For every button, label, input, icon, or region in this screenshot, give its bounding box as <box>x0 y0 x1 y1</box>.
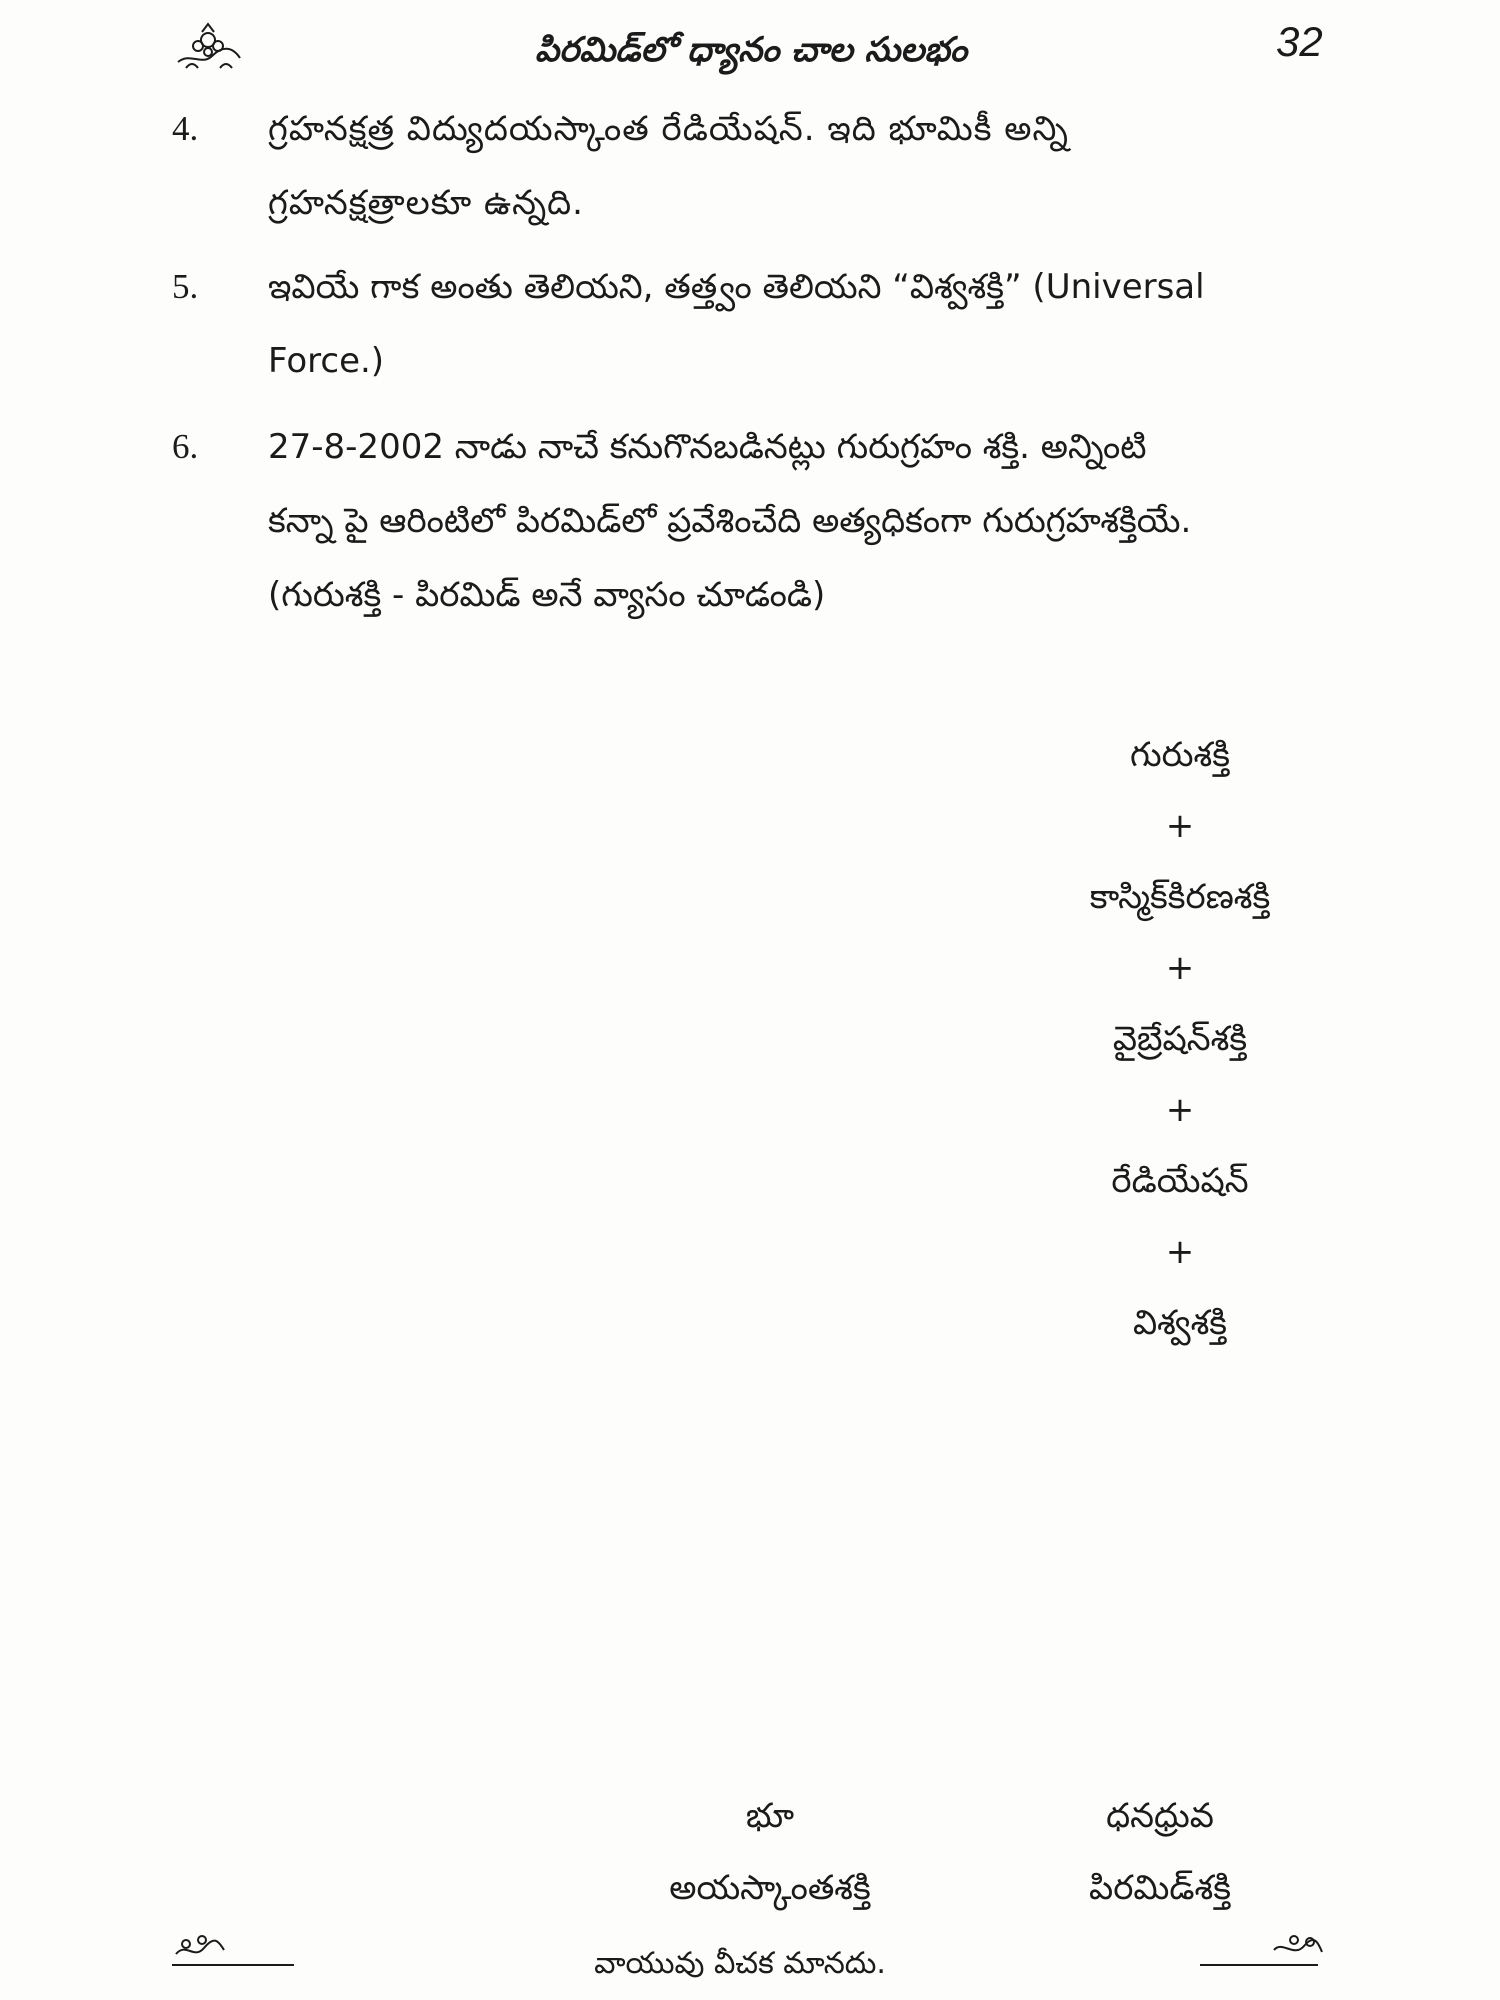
item-text <box>268 410 1318 632</box>
item-number: 4. <box>172 109 199 148</box>
label-line: ధనధ్రువ <box>1106 1796 1214 1836</box>
plus-sign: + <box>1165 1232 1195 1272</box>
footer-rule <box>1200 1964 1318 1966</box>
pyramid-energy-label <box>1040 1780 1280 1924</box>
label-line: అయస్కాంతశక్తి <box>669 1868 871 1908</box>
item-line: ఇవియే గాక అంతు తెలియని, తత్త్వం తెలియని “విశ్వశక్తి” (Universal <box>268 267 1205 307</box>
running-header-title: పిరమిడ్‌లో ధ్యానం చాల సులభం <box>535 30 968 70</box>
item-line: కన్నా పై ఆరింటిలో పిరమిడ్‌లో ప్రవేశించేది అత్యధికంగా గురుగ్రహశక్తియే. <box>268 501 1192 541</box>
footer-ornament-icon <box>1270 1930 1326 1964</box>
footer-proverb: వాయువు వీచక మానదు. <box>594 1946 886 1981</box>
item-number: 6. <box>172 427 199 466</box>
label-line: పిరమిడ్‌శక్తి <box>1089 1868 1231 1908</box>
item-text <box>268 92 1318 240</box>
energy-sum-formula <box>1010 720 1350 1358</box>
formula-term: వైబ్రేషన్‌శక్తి <box>1112 1019 1248 1059</box>
formula-term: విశ్వశక్తి <box>1132 1303 1228 1343</box>
label-line: భూ <box>745 1796 795 1836</box>
plus-sign: + <box>1165 806 1195 846</box>
item-text <box>268 250 1318 398</box>
footer-rule <box>172 1964 294 1966</box>
item-number: 5. <box>172 267 199 306</box>
item-line: గ్రహనక్షత్రాలకూ ఉన్నది. <box>268 183 584 223</box>
item-line: (గురుశక్తి - పిరమిడ్ అనే వ్యాసం చూడండి) <box>268 575 826 615</box>
item-line: Force.) <box>268 341 385 381</box>
plus-sign: + <box>1165 1090 1195 1130</box>
formula-term: గురుశక్తి <box>1130 735 1230 775</box>
page-number: 32 <box>1276 18 1323 65</box>
item-line: గ్రహనక్షత్ర విద్యుదయస్కాంత రేడియేషన్. ఇది భూమికీ అన్ని <box>268 109 1069 149</box>
flower-ornament-icon <box>172 22 244 78</box>
footer-ornament-icon <box>172 1930 228 1964</box>
plus-sign: + <box>1165 948 1195 988</box>
formula-term: రేడియేషన్ <box>1111 1161 1249 1201</box>
earth-magnetic-label <box>630 1780 910 1924</box>
item-line: 27-8-2002 నాడు నాచే కనుగొనబడినట్లు గురుగ్రహం శక్తి. అన్నింటి <box>268 427 1147 467</box>
formula-term: కాస్మిక్‌కిరణశక్తి <box>1089 877 1271 917</box>
